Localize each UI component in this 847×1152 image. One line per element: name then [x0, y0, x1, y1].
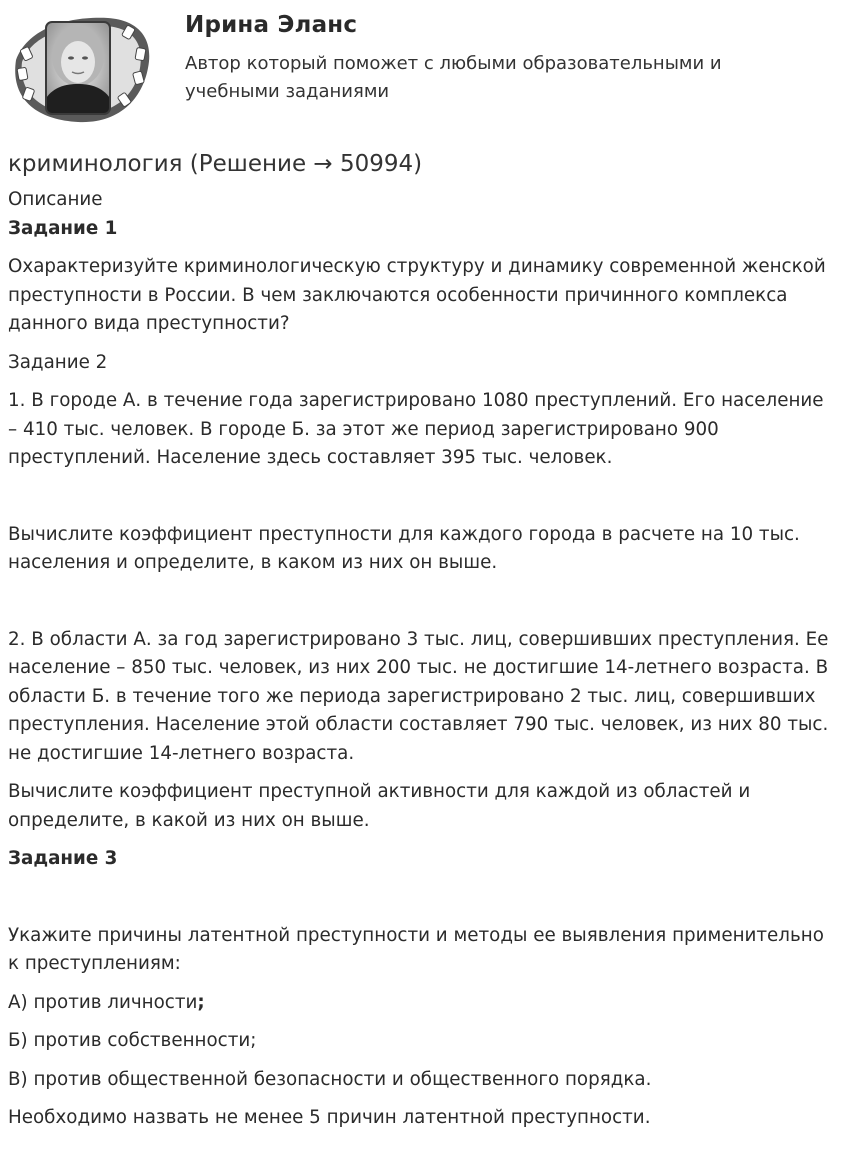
task2-paragraph-3: 2. В области А. за год зарегистрировано 3 тыс. лиц, совершивших преступления. Ее население – 850 тыс. человек, из них 200 тыс. не достигшие 14-летнего возраста. В области Б. в течение того же периода зарегистрировано 2 тыс. лиц, совершивших преступления. Население этой области составляет 790 тыс. человек, из них 80 тыс. не достигшие 14-летнего возраста. — [8, 628, 829, 764]
task2-paragraph-4: Вычислите коэффициент преступной активности для каждой из областей и определите, в какой из них он выше. — [8, 781, 751, 831]
task3-note: Необходимо назвать не менее 5 причин латентной преступности. — [8, 1107, 651, 1128]
task3-heading: Задание 3 — [8, 848, 118, 869]
task3-intro: Укажите причины латентной преступности и методы ее выявления применительно к преступлениям: — [8, 924, 824, 974]
author-name: Ирина Эланс — [185, 12, 358, 38]
film-reel-portrait-icon — [8, 8, 156, 128]
task1-heading: Задание 1 — [8, 217, 118, 239]
task3-item-a-text: А) против личности — [8, 991, 198, 1013]
task1-text: Охарактеризуйте криминологическую структуру и динамику современной женской преступности в России. В чем заключаются особенности причинного комплекса данного вида преступности? — [8, 256, 826, 334]
description-label: Описание — [8, 189, 103, 210]
author-description: Автор который поможет с любыми образовательными и учебными заданиями — [185, 53, 722, 102]
task2-paragraph-2: Вычислите коэффициент преступности для каждого города в расчете на 10 тыс. населения и определите, в каком из них он выше. — [8, 523, 800, 573]
task3-item-c: В) против общественной безопасности и общественного порядка. — [8, 1068, 652, 1090]
task3-item-a-tail: ; — [197, 991, 205, 1013]
task2-paragraph-1: 1. В городе А. в течение года зарегистрировано 1080 преступлений. Его население – 410 тыс. человек. В городе Б. за этот же период зарегистрировано 900 преступлений. Население здесь составляет 395 тыс. человек. — [8, 390, 824, 468]
task3-item-a — [8, 989, 838, 1018]
page-title: криминология (Решение → 50994) — [8, 151, 423, 177]
task2-heading: Задание 2 — [8, 351, 108, 373]
document-content — [8, 146, 838, 1133]
task3-item-b: Б) против собственности; — [8, 1030, 257, 1051]
author-card — [8, 8, 838, 130]
